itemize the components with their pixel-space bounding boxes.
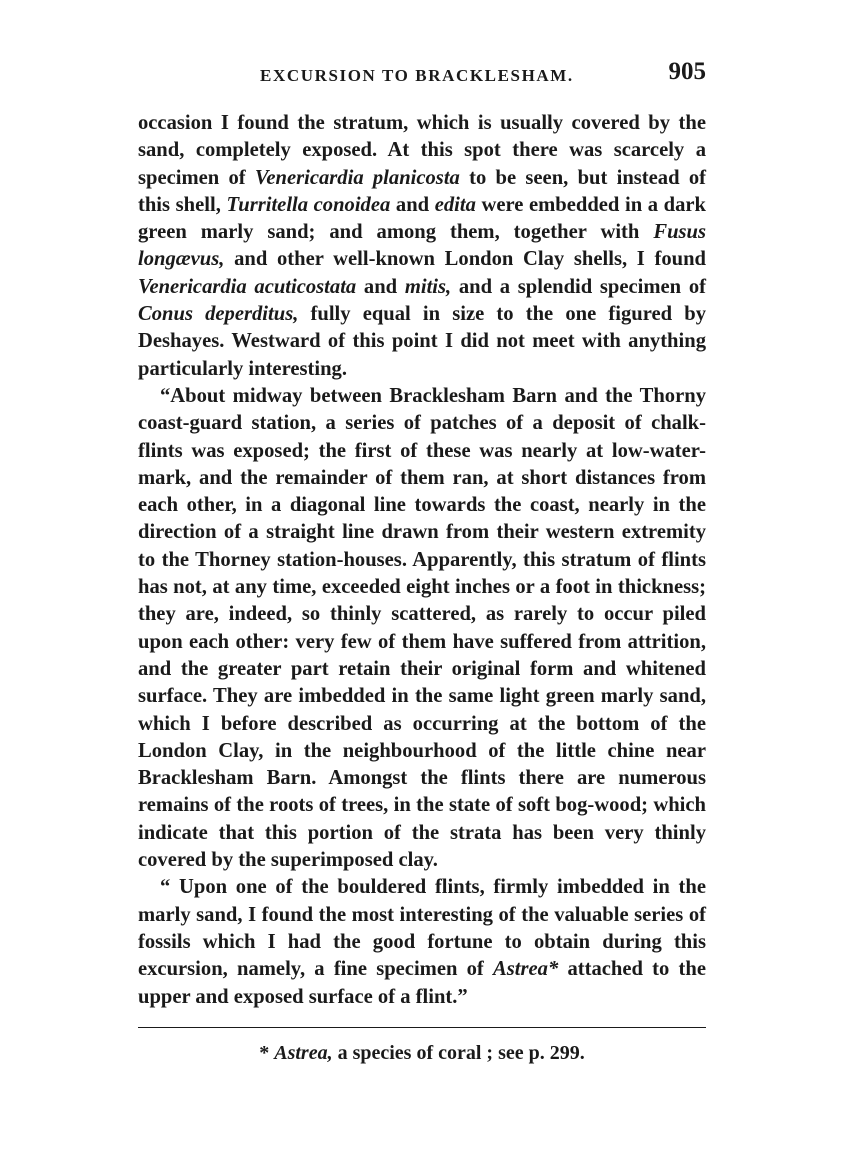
species-name: Fusus longævus, (138, 221, 706, 271)
footnote-divider (138, 1027, 706, 1028)
paragraph-2: “About midway between Bracklesham Barn and the Thorny coast-guard station, a series of patches of a deposit of chalk-flints was exposed; the first of these was nearly at low-water-mark, and the remainder of them ran, at short distances from each other, in a diagonal line towards the coast, nearly in the direction of a straight line drawn from their western extremity to the Thorney station-houses. Apparently, this stratum of flints has not, at any time, exceeded eight inches or a foot in thickness; they are, indeed, so thinly scattered, as rarely to occur piled upon each other: very few of them have suffered from attrition, and the greater part retain their original form and whitened surface. They are imbedded in the same light green marly sand, which I before described as occurring at the bottom of the London Clay, in the neighbourhood of the little chine near Bracklesham Barn. Amongst the flints there are numerous remains of the roots of trees, in the state of soft bog-wood; which indicate that this portion of the strata has been very thinly covered by the superimposed clay. (138, 384, 706, 872)
paragraph-1 (138, 110, 706, 383)
species-name: Astrea* (493, 958, 559, 981)
text-run: “ Upon one of the bouldered flints, firmly imbedded in the marly sand, I found the most interesting of the valuable series of fossils which I had the good fortune to obtain during this excursion, namely, a fine specimen of (138, 876, 706, 981)
paragraph-3 (138, 874, 706, 1010)
text-run: fully equal in size to the one figured by Deshayes. Westward of this point I did not meet with anything particularly interesting. (138, 303, 706, 380)
main-text (138, 110, 706, 1011)
species-name: Venericardia planicosta (254, 166, 460, 189)
species-name: mitis, (404, 275, 452, 298)
text-run: occasion I found the stratum, which is usually covered by the sand, completely exposed. At this spot there was scarcely a specimen of (138, 112, 706, 189)
page-header (138, 58, 706, 92)
footnote (138, 1042, 706, 1065)
text-run: were embedded in a dark green marly sand; and among them, together with (138, 193, 706, 244)
footnote-term: Astrea, (274, 1041, 333, 1064)
page-number: 905 (668, 58, 706, 85)
species-name: Conus deperditus, (138, 303, 299, 326)
text-run: attached to the upper and exposed surface of a flint.” (138, 958, 706, 1008)
text-run: to be seen, but instead of this shell, (138, 166, 706, 216)
footnote-marker: * (259, 1041, 275, 1064)
text-run: and (390, 193, 435, 216)
species-name: Turritella conoidea (226, 193, 391, 216)
footnote-text: a species of coral ; see p. 299. (332, 1041, 585, 1064)
text-run: and other well-known London Clay shells, I found (224, 248, 706, 271)
text-run: and (356, 275, 405, 298)
species-name: edita (434, 193, 476, 216)
book-page (138, 58, 706, 1065)
text-run: and a splendid specimen of (451, 275, 706, 298)
species-name: Venericardia acuticostata (138, 275, 357, 298)
running-title: EXCURSION TO BRACKLESHAM. (260, 66, 574, 85)
